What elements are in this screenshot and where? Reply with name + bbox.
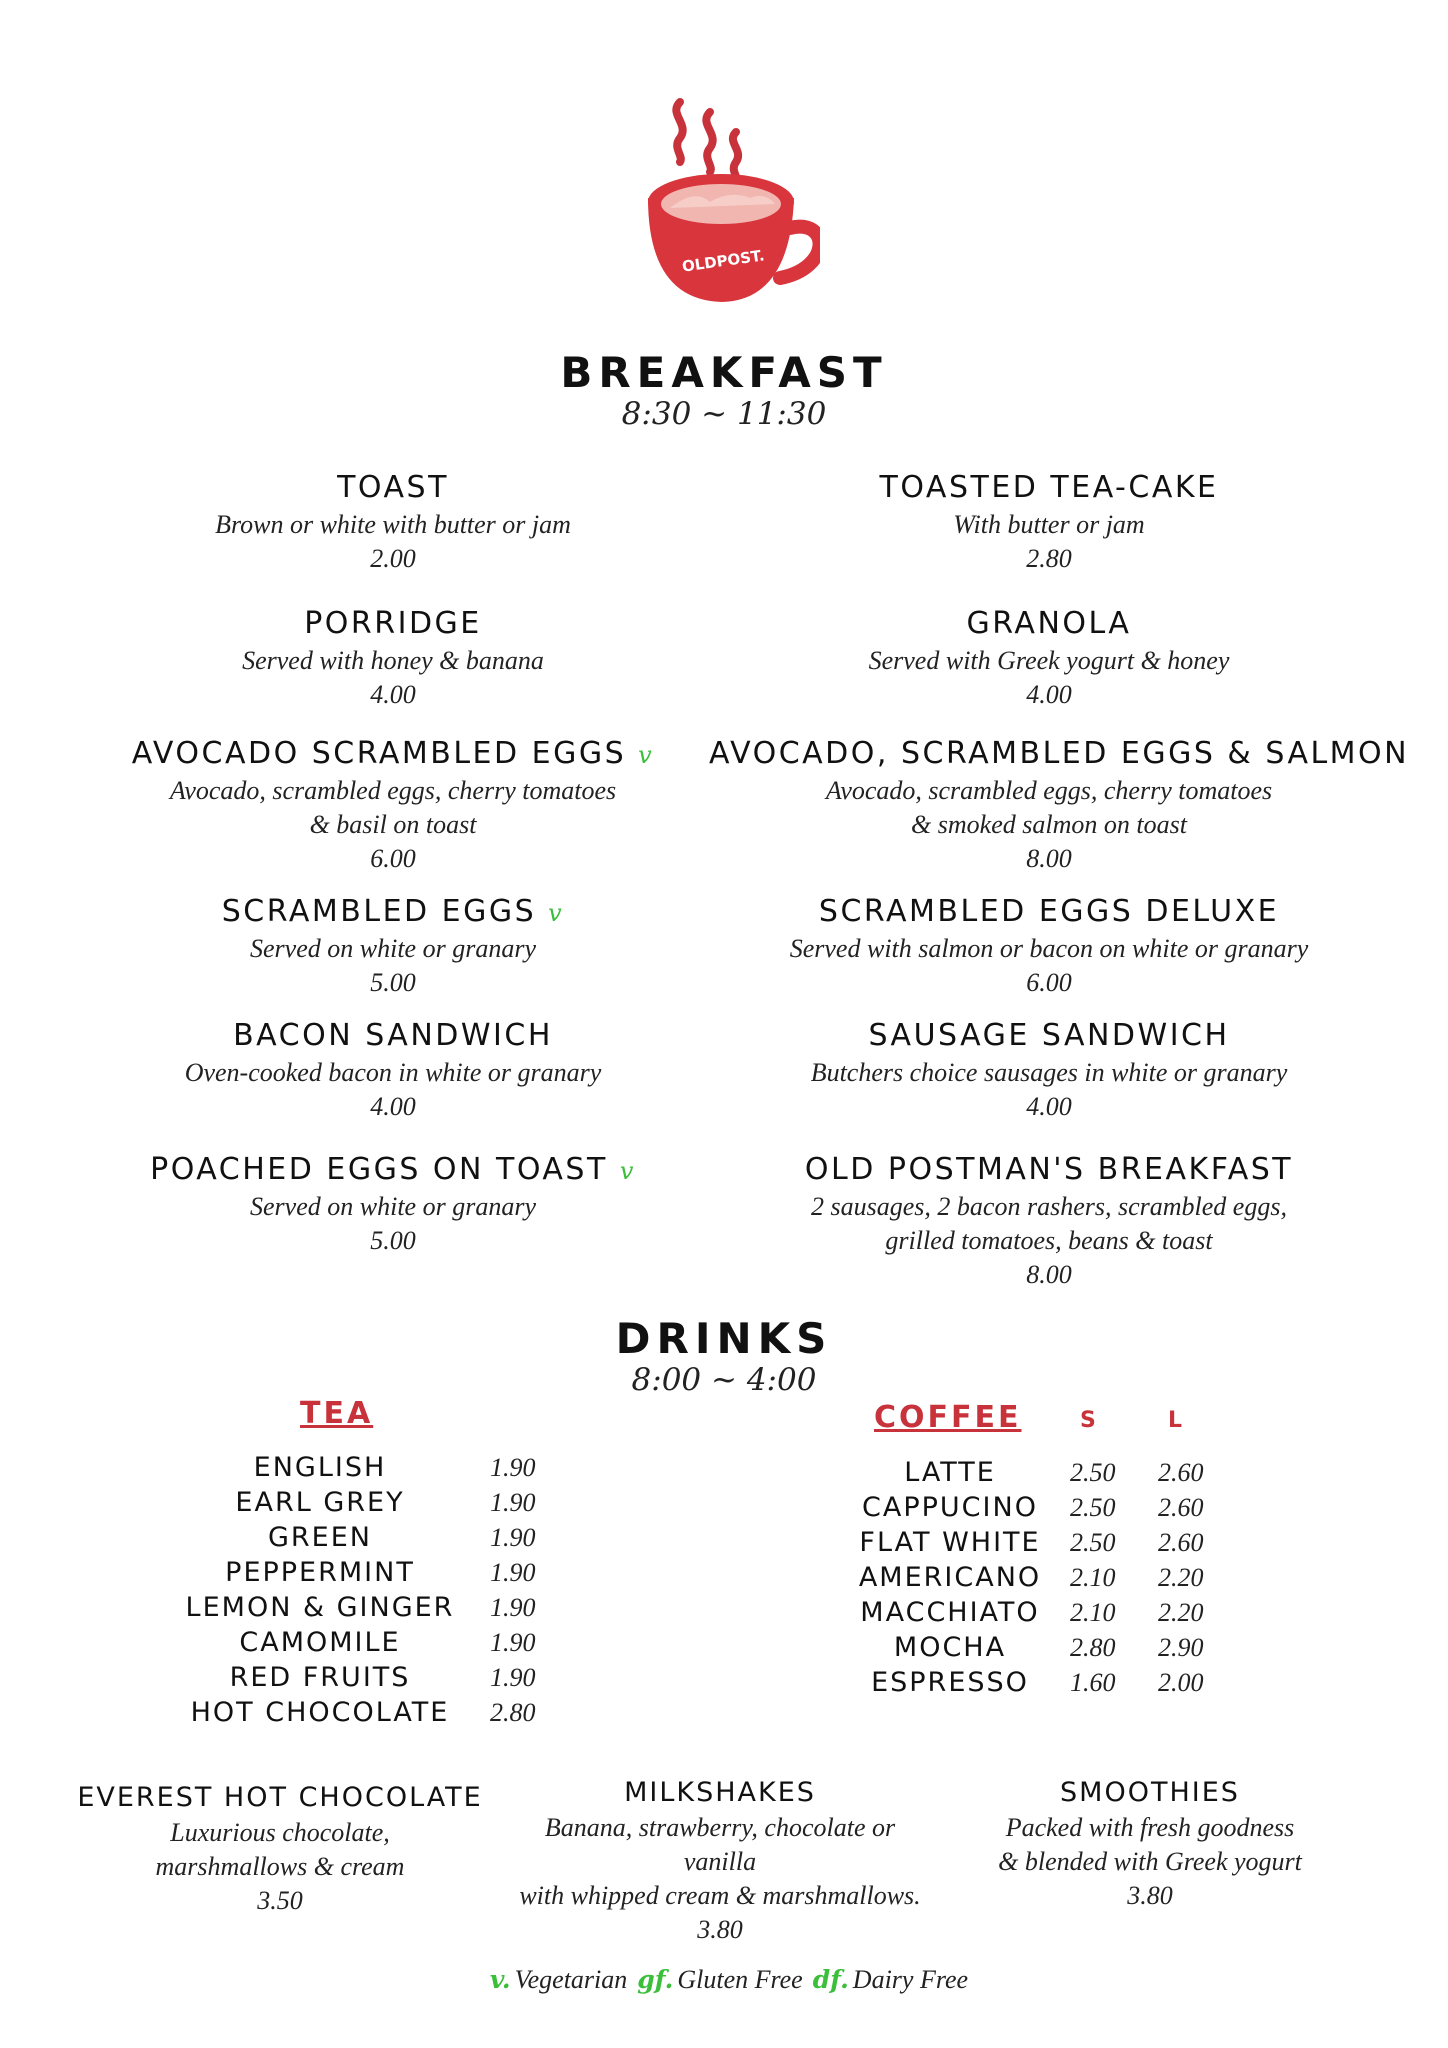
legend-label: Dairy Free	[852, 1965, 969, 1994]
item-name	[53, 468, 733, 508]
breakfast-title: BREAKFAST	[560, 348, 888, 397]
breakfast-hours: 8:30 ~ 11:30	[621, 396, 827, 432]
item-name: SMOOTHIES	[1060, 1777, 1240, 1808]
coffee-price-large: 2.20	[1158, 1598, 1204, 1627]
coffee-row	[840, 1595, 1240, 1630]
item-description: Served with Greek yogurt & honey	[868, 646, 1230, 675]
item-description: grilled tomatoes, beans & toast	[885, 1226, 1213, 1255]
item-description: Avocado, scrambled eggs, cherry tomatoes	[825, 776, 1273, 805]
tea-row	[170, 1625, 590, 1660]
item-price: 8.00	[1026, 844, 1072, 873]
item-name: MILKSHAKES	[624, 1777, 816, 1808]
tea-name: GREEN	[268, 1522, 372, 1553]
coffee-price-small: 2.80	[1070, 1633, 1116, 1662]
breakfast-item	[53, 734, 733, 876]
item-name-text: SCRAMBLED EGGS	[221, 894, 537, 929]
item-name	[709, 1016, 1389, 1056]
item-name: EVEREST HOT CHOCOLATE	[77, 1782, 483, 1813]
item-price: 4.00	[370, 1092, 416, 1121]
drink-extra-item	[510, 1775, 930, 1947]
item-price: 4.00	[1026, 680, 1072, 709]
coffee-row	[840, 1455, 1240, 1490]
item-description: Banana, strawberry, chocolate or vanilla	[544, 1813, 896, 1876]
coffee-row	[840, 1630, 1240, 1665]
logo-text: OLDPOST.	[680, 246, 766, 276]
item-price: 8.00	[1026, 1260, 1072, 1289]
item-name-text: BACON SANDWICH	[233, 1018, 553, 1053]
breakfast-item	[709, 468, 1389, 576]
vegetarian-mark: v	[619, 1157, 636, 1185]
item-name	[53, 1016, 733, 1056]
coffee-row	[840, 1490, 1240, 1525]
item-name-text: SCRAMBLED EGGS DELUXE	[818, 894, 1280, 929]
item-name	[53, 1150, 733, 1190]
coffee-price-large: 2.90	[1158, 1633, 1204, 1662]
item-name	[709, 892, 1389, 932]
drinks-title: DRINKS	[615, 1314, 833, 1363]
tea-price: 1.90	[490, 1523, 536, 1552]
coffee-name: AMERICANO	[858, 1562, 1042, 1593]
breakfast-item	[709, 1016, 1389, 1124]
item-price: 6.00	[1026, 968, 1072, 997]
tea-list	[170, 1450, 590, 1730]
drinks-hours: 8:00 ~ 4:00	[631, 1362, 817, 1398]
coffee-row	[840, 1525, 1240, 1560]
item-description: & blended with Greek yogurt	[998, 1847, 1302, 1876]
legend-label: Vegetarian	[514, 1965, 628, 1994]
breakfast-item	[53, 1150, 733, 1258]
tea-price: 2.80	[490, 1698, 536, 1727]
item-price: 4.00	[1026, 1092, 1072, 1121]
coffee-name: ESPRESSO	[871, 1667, 1029, 1698]
item-price: 4.00	[370, 680, 416, 709]
item-price: 3.80	[1127, 1881, 1173, 1910]
item-description: & smoked salmon on toast	[911, 810, 1187, 839]
tea-row	[170, 1450, 590, 1485]
item-description: with whipped cream & marshmallows.	[519, 1881, 921, 1910]
item-price: 2.00	[370, 544, 416, 573]
coffee-size-small-label: S	[1080, 1408, 1096, 1433]
coffee-title: COFFEE	[874, 1400, 1022, 1435]
tea-price: 1.90	[490, 1628, 536, 1657]
coffee-price-small: 2.50	[1070, 1458, 1116, 1487]
item-price: 5.00	[370, 968, 416, 997]
item-price: 6.00	[370, 844, 416, 873]
item-name	[709, 734, 1410, 774]
item-description: Served with honey & banana	[242, 646, 544, 675]
vegetarian-mark: v	[638, 741, 655, 769]
breakfast-item	[709, 1150, 1389, 1292]
item-name	[53, 604, 733, 644]
item-name-text: AVOCADO SCRAMBLED EGGS	[131, 736, 627, 771]
coffee-price-large: 2.60	[1158, 1528, 1204, 1557]
item-description: 2 sausages, 2 bacon rashers, scrambled eggs,	[811, 1192, 1287, 1221]
item-description: Served on white or granary	[250, 1192, 536, 1221]
coffee-name: MACCHIATO	[860, 1597, 1040, 1628]
dietary-legend	[0, 1965, 1448, 1995]
legend-label: Gluten Free	[677, 1965, 803, 1994]
item-description: Served on white or granary	[250, 934, 536, 963]
item-name-text: TOASTED TEA-CAKE	[879, 470, 1219, 505]
item-description: marshmallows & cream	[155, 1852, 405, 1881]
coffee-price-large: 2.00	[1158, 1668, 1204, 1697]
item-name	[53, 892, 733, 932]
tea-name: LEMON & GINGER	[185, 1592, 455, 1623]
legend-mark: v.	[489, 1965, 511, 1994]
item-name	[709, 1150, 1389, 1190]
coffee-name: LATTE	[904, 1457, 996, 1488]
vegetarian-mark: v	[548, 899, 565, 927]
breakfast-item	[709, 734, 1410, 876]
item-description: Avocado, scrambled eggs, cherry tomatoes	[169, 776, 617, 805]
breakfast-item	[53, 892, 733, 1000]
cup-icon	[648, 174, 820, 302]
item-description: Oven-cooked bacon in white or granary	[184, 1058, 602, 1087]
item-description: Luxurious chocolate,	[170, 1818, 390, 1847]
tea-row	[170, 1555, 590, 1590]
tea-price: 1.90	[490, 1663, 536, 1692]
tea-name: CAMOMILE	[239, 1627, 401, 1658]
tea-name: EARL GREY	[235, 1487, 405, 1518]
item-price: 3.80	[697, 1915, 743, 1944]
item-name-text: GRANOLA	[966, 606, 1132, 641]
coffee-price-large: 2.20	[1158, 1563, 1204, 1592]
coffee-price-small: 2.10	[1070, 1598, 1116, 1627]
tea-price: 1.90	[490, 1453, 536, 1482]
coffee-row	[840, 1560, 1240, 1595]
coffee-row	[840, 1665, 1240, 1700]
legend-mark: gf.	[637, 1965, 674, 1994]
item-name	[53, 734, 733, 774]
tea-row	[170, 1590, 590, 1625]
drink-extra-item	[940, 1775, 1360, 1913]
drink-extra-item	[70, 1780, 490, 1918]
item-price: 5.00	[370, 1226, 416, 1255]
item-description: Served with salmon or bacon on white or granary	[789, 934, 1309, 963]
tea-row	[170, 1695, 590, 1730]
oldpost-logo	[640, 90, 820, 310]
steam-icon	[676, 102, 738, 180]
coffee-name: CAPPUCINO	[862, 1492, 1038, 1523]
breakfast-item	[53, 1016, 733, 1124]
item-name-text: OLD POSTMAN'S BREAKFAST	[804, 1152, 1294, 1187]
coffee-name: FLAT WHITE	[859, 1527, 1041, 1558]
tea-row	[170, 1520, 590, 1555]
legend-mark: df.	[812, 1965, 849, 1994]
tea-row	[170, 1660, 590, 1695]
item-price: 3.50	[257, 1886, 303, 1915]
item-name	[709, 468, 1389, 508]
breakfast-item	[53, 604, 733, 712]
item-description: Packed with fresh goodness	[1005, 1813, 1295, 1842]
tea-title: TEA	[300, 1396, 374, 1431]
tea-price: 1.90	[490, 1593, 536, 1622]
breakfast-item	[709, 892, 1389, 1000]
tea-name: HOT CHOCOLATE	[190, 1697, 450, 1728]
item-description: Butchers choice sausages in white or granary	[810, 1058, 1288, 1087]
coffee-list	[840, 1455, 1240, 1700]
coffee-size-large-label: L	[1168, 1408, 1183, 1433]
coffee-price-small: 2.50	[1070, 1493, 1116, 1522]
item-price: 2.80	[1026, 544, 1072, 573]
item-name-text: POACHED EGGS ON TOAST	[150, 1152, 608, 1187]
item-name-text: PORRIDGE	[304, 606, 482, 641]
tea-name: RED FRUITS	[229, 1662, 411, 1693]
item-description: With butter or jam	[953, 510, 1145, 539]
tea-row	[170, 1485, 590, 1520]
coffee-price-small: 1.60	[1070, 1668, 1116, 1697]
item-description: Brown or white with butter or jam	[215, 510, 571, 539]
item-name	[709, 604, 1389, 644]
breakfast-item	[53, 468, 733, 576]
breakfast-item	[709, 604, 1389, 712]
tea-price: 1.90	[490, 1488, 536, 1517]
coffee-price-large: 2.60	[1158, 1493, 1204, 1522]
coffee-name: MOCHA	[893, 1632, 1007, 1663]
tea-name: PEPPERMINT	[225, 1557, 415, 1588]
coffee-price-small: 2.10	[1070, 1563, 1116, 1592]
tea-price: 1.90	[490, 1558, 536, 1587]
item-name-text: SAUSAGE SANDWICH	[868, 1018, 1230, 1053]
coffee-price-large: 2.60	[1158, 1458, 1204, 1487]
item-name-text: TOAST	[337, 470, 449, 505]
item-description: & basil on toast	[309, 810, 477, 839]
tea-name: ENGLISH	[253, 1452, 387, 1483]
item-name-text: AVOCADO, SCRAMBLED EGGS & SALMON	[709, 736, 1410, 771]
coffee-price-small: 2.50	[1070, 1528, 1116, 1557]
